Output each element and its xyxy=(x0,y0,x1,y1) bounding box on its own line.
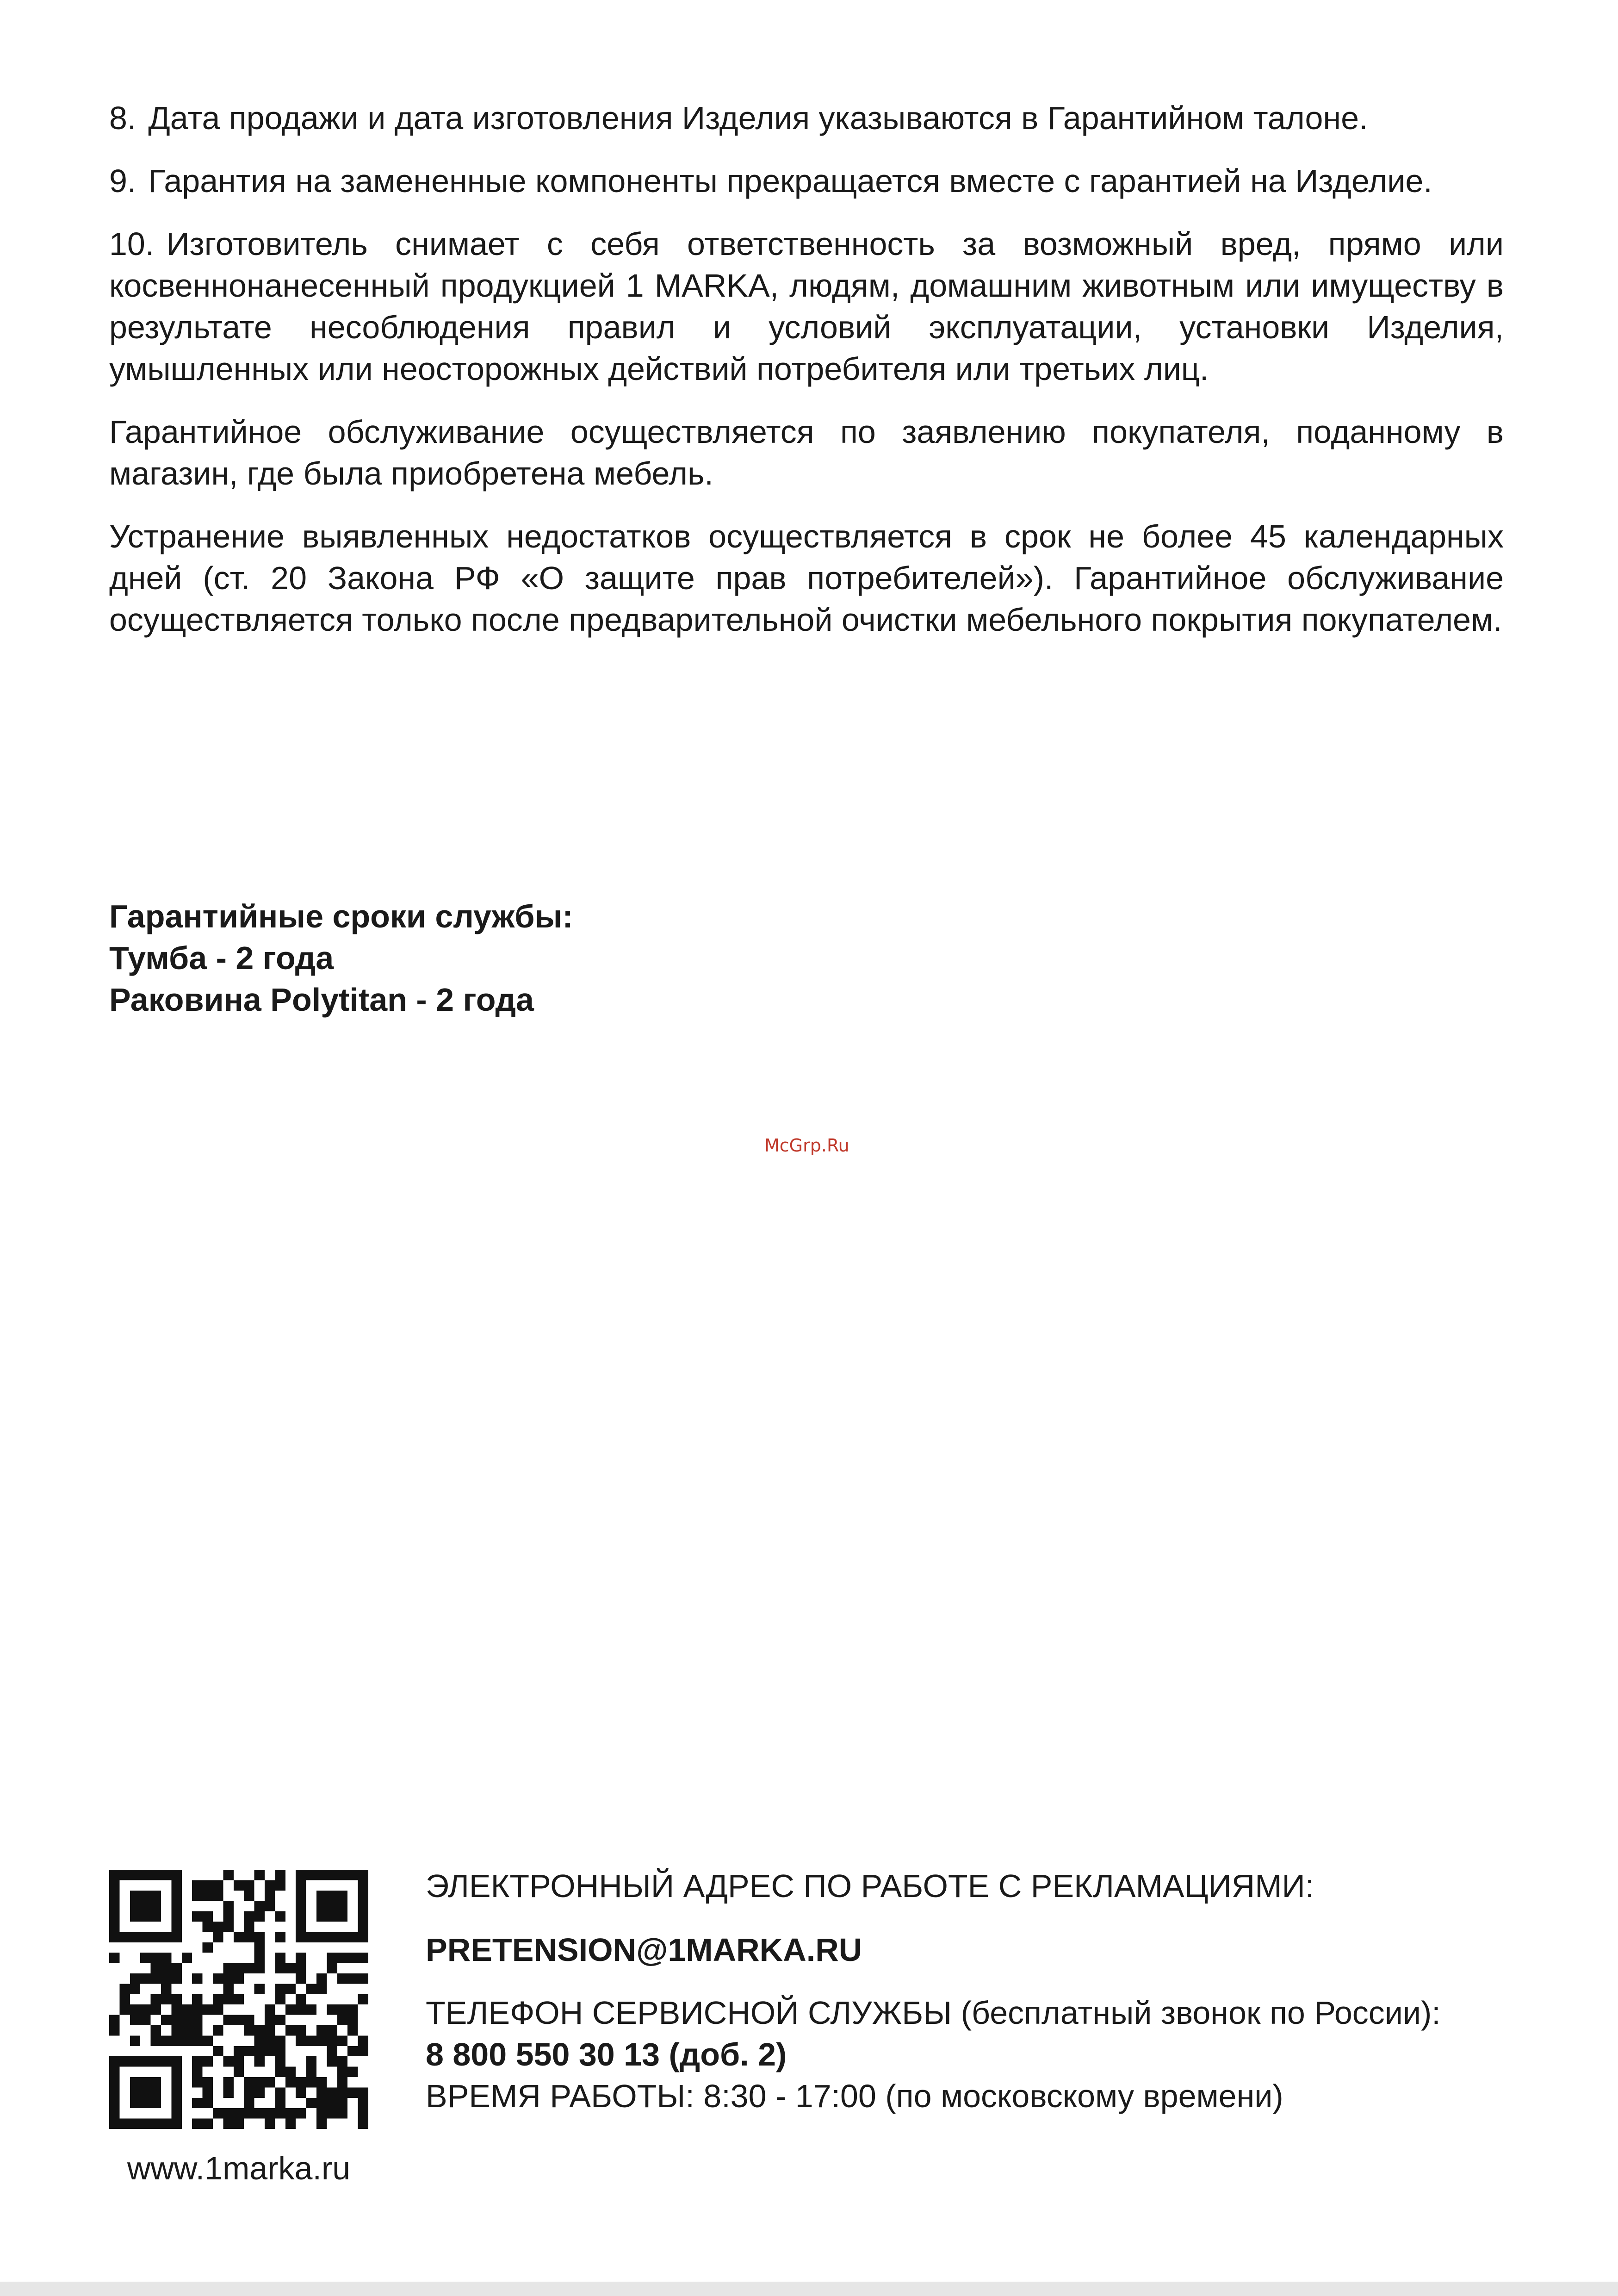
phone-number[interactable]: 8 800 550 30 13 (доб. 2) xyxy=(426,2036,787,2072)
website-link[interactable]: www.1marka.ru xyxy=(127,2150,351,2186)
page-bottom-edge xyxy=(0,2282,1618,2296)
email-address[interactable]: PRETENSION@1MARKA.RU xyxy=(426,1932,862,1968)
item-text: Изготовитель снимает с себя ответственность за возможный вред, прямо или косвеннонанесенный продукцией 1 MARKA, людям, домашним животным или имуществу в результате несоблюдения правил и условий эксплуатации, установки Изделия, умышленных или неосторожных действий потребителя или третьих лиц. xyxy=(109,226,1504,387)
repair-paragraph: Устранение выявленных недостатков осуществляется в срок не более 45 календарных дней (ст. 20 Закона РФ «О защите прав потребителей»). Гарантийное обслуживание осуществляется только после предварительной очистки мебельного покрытия покупателем. xyxy=(109,518,1504,638)
item-number: 10. xyxy=(109,226,155,262)
warranty-terms xyxy=(109,896,573,1020)
service-paragraph: Гарантийное обслуживание осуществляется по заявлению покупателя, поданному в магазин, где была приобретена мебель. xyxy=(109,414,1504,492)
item-text: Гарантия на замененные компоненты прекращается вместе с гарантией на Изделие. xyxy=(148,163,1432,199)
email-label: ЭЛЕКТРОННЫЙ АДРЕС ПО РАБОТЕ С РЕКЛАМАЦИЯМИ: xyxy=(426,1868,1314,1904)
watermark: McGrp.Ru xyxy=(764,1135,849,1156)
warranty-terms-heading: Гарантийные сроки службы: xyxy=(109,898,573,934)
condition-item-10 xyxy=(109,223,1504,390)
warranty-conditions xyxy=(109,97,1504,662)
condition-item-8 xyxy=(109,97,1504,139)
contact-block xyxy=(426,1865,1518,2117)
item-number: 9. xyxy=(109,163,136,199)
qr-code-icon xyxy=(109,1870,368,2129)
warranty-term-item: Тумба - 2 года xyxy=(109,940,334,976)
warranty-term-item: Раковина Polytitan - 2 года xyxy=(109,982,534,1018)
item-text: Дата продажи и дата изготовления Изделия указываются в Гарантийном талоне. xyxy=(148,100,1368,136)
working-hours: ВРЕМЯ РАБОТЫ: 8:30 - 17:00 (по московскому времени) xyxy=(426,2078,1283,2114)
phone-label: ТЕЛЕФОН СЕРВИСНОЙ СЛУЖБЫ (бесплатный звонок по России): xyxy=(426,1995,1441,2031)
item-number: 8. xyxy=(109,100,136,136)
condition-item-9 xyxy=(109,160,1504,202)
